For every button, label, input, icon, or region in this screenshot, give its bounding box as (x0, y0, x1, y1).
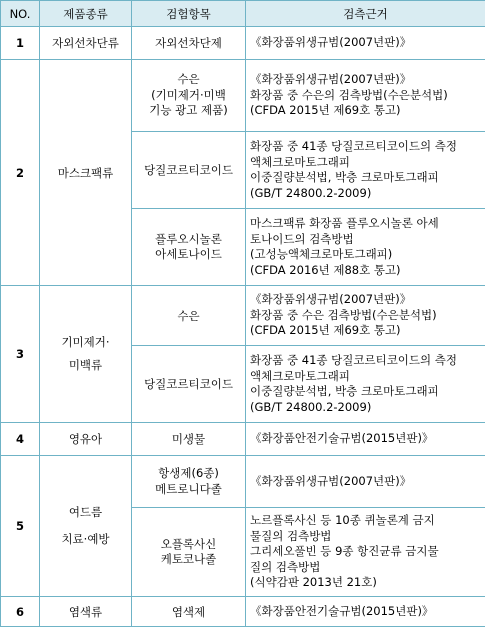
type-line: 여드름 (68, 504, 103, 519)
test-basis-cell (246, 508, 485, 597)
table-row (1, 423, 485, 456)
item-line: 플루오시놀론 (155, 231, 222, 246)
basis-line: (GB/T 24800.2-2009) (250, 185, 372, 200)
basis-line: 《화장품위생규범(2007년판)》 (250, 292, 412, 307)
product-type-cell (40, 286, 132, 423)
basis-line: 토나이드의 검측방법 (250, 231, 354, 246)
basis-line: 화장품 중 41종 당질코르티코이드의 측정 (250, 139, 457, 153)
test-item-cell (132, 508, 246, 597)
row-number: 5 (1, 456, 40, 597)
basis-line: 액체크로마토그래피 (250, 154, 350, 169)
basis-line: 질의 검측방법 (250, 559, 321, 574)
basis-line: 이중질량분석법, 박층 크로마토그래피 (250, 384, 439, 398)
basis-line: (GB/T 24800.2-2009) (250, 399, 372, 414)
basis-line: 액체크로마토그래피 (250, 368, 350, 383)
type-line: 기미제거· (61, 334, 110, 349)
product-type-cell (40, 456, 132, 597)
basis-line: 《화장품안전기술규범(2015년판)》 (250, 603, 434, 618)
test-basis-cell (246, 346, 485, 423)
basis-line: 화장품 중 수은의 검측방법(수은분석법) (250, 87, 448, 102)
basis-line: 《화장품위생규범(2007년판)》 (250, 72, 412, 87)
basis-line: (고성능액체크로마토그래피) (250, 247, 393, 261)
test-basis-cell (246, 456, 485, 508)
header-product-type: 제품종류 (40, 1, 132, 27)
basis-line: (식약감판 2013년 21호) (250, 575, 377, 590)
basis-line: (CFDA 2015년 제69호 통고) (250, 323, 401, 338)
basis-line: 《화장품위생규범(2007년판)》 (250, 35, 412, 50)
test-item-cell (132, 286, 246, 346)
basis-line: (CFDA 2015년 제69호 통고) (250, 103, 401, 118)
product-type-cell: 마스크팩류 (40, 60, 132, 286)
header-row (1, 1, 485, 27)
test-item-cell: 자외선차단제 (132, 27, 246, 60)
row-number: 2 (1, 60, 40, 286)
test-basis-cell (246, 60, 485, 132)
table-row (1, 286, 485, 346)
item-line: 당질코르티코이드 (144, 377, 233, 391)
test-item-cell: 미생물 (132, 423, 246, 456)
row-number: 3 (1, 286, 40, 423)
table-row (1, 597, 485, 627)
test-item-cell (132, 456, 246, 508)
row-number: 6 (1, 597, 40, 627)
header-test-item: 검험항목 (132, 1, 246, 27)
test-basis-cell (246, 423, 485, 456)
test-item-cell: 염색제 (132, 597, 246, 627)
product-type-cell: 영유아 (40, 423, 132, 456)
basis-line: 화장품 중 41종 당질코르티코이드의 측정 (250, 353, 457, 367)
basis-line: 그리세오풀빈 등 9종 항진균류 금지물 (250, 544, 439, 559)
item-line: 당질코르티코이드 (144, 163, 233, 177)
item-line: 메트로니다졸 (155, 481, 222, 496)
table-row (1, 27, 485, 60)
basis-line: 화장품 중 수은 검측방법(수은분석법) (250, 307, 437, 322)
type-line: 치료·예방 (61, 532, 110, 546)
row-number: 4 (1, 423, 40, 456)
test-item-cell (132, 60, 246, 132)
test-basis-cell (246, 27, 485, 60)
item-line: 수은 (177, 308, 200, 323)
item-line: 기능 광고 제품) (149, 103, 228, 118)
header-test-basis: 검측근거 (246, 1, 485, 27)
type-line: 미백류 (68, 358, 103, 372)
product-type-cell: 염색류 (40, 597, 132, 627)
test-basis-cell (246, 286, 485, 346)
test-basis-cell (246, 597, 485, 627)
header-no: NO. (1, 1, 40, 27)
test-item-cell (132, 209, 246, 286)
test-basis-cell (246, 132, 485, 209)
basis-line: 《화장품위생규범(2007년판)》 (250, 473, 412, 488)
test-basis-cell (246, 209, 485, 286)
test-item-cell (132, 346, 246, 423)
item-line: 아세토나이드 (155, 247, 222, 261)
basis-line: 이중질량분석법, 박층 크로마토그래피 (250, 170, 439, 184)
test-item-cell (132, 132, 246, 209)
table-row (1, 60, 485, 132)
item-line: (기미제거·미백 (151, 87, 226, 102)
item-line: 항생제(6종) (158, 466, 219, 480)
basis-line: 노르플록사신 등 10종 퀴놀론계 금지 (250, 513, 435, 528)
row-number: 1 (1, 27, 40, 60)
item-line: 케토코나졸 (160, 552, 217, 566)
basis-line: (CFDA 2016년 제88호 통고) (250, 262, 401, 277)
item-line: 오플록사신 (160, 536, 217, 551)
basis-line: 마스크팩류 화장품 플루오시놀론 아세 (250, 216, 439, 230)
basis-line: 《화장품안전기술규범(2015년판)》 (250, 431, 434, 446)
product-type-cell: 자외선차단류 (40, 27, 132, 60)
item-line: 수은 (177, 72, 200, 87)
basis-line: 물질의 검측방법 (250, 528, 332, 543)
table-row (1, 456, 485, 508)
